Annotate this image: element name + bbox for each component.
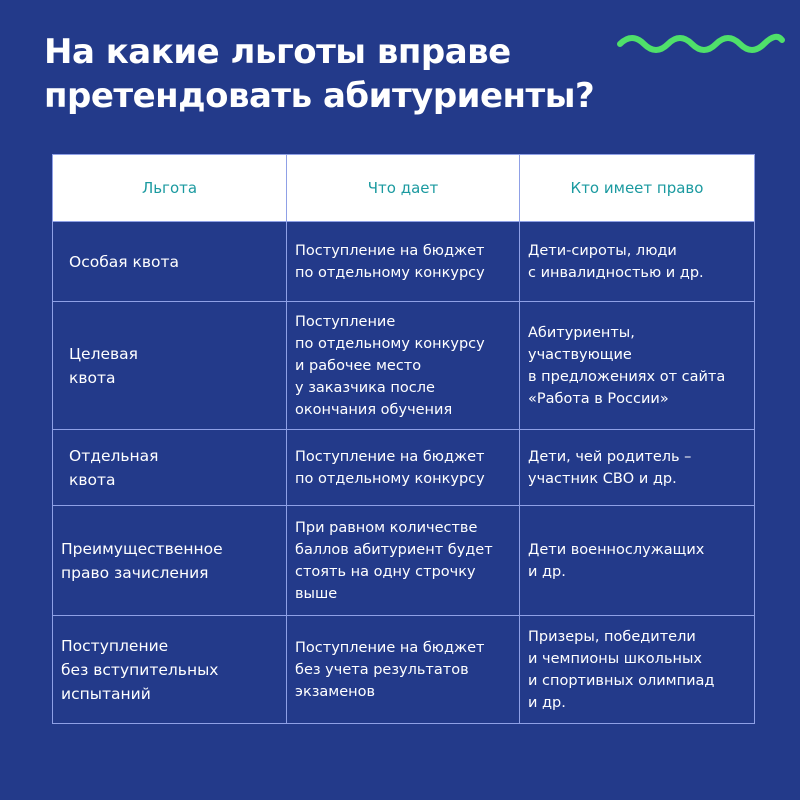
cell-line: выше xyxy=(295,585,338,602)
cell-benefit xyxy=(53,616,287,724)
cell-line: Особая квота xyxy=(69,252,180,271)
cell-line: по отдельному конкурсу xyxy=(295,264,485,281)
cell-line: по отдельному конкурсу xyxy=(295,335,485,352)
cell-line: и чемпионы школьных xyxy=(528,650,702,667)
table-row xyxy=(53,506,755,616)
title-line-1: На какие льготы вправе xyxy=(44,32,511,72)
cell-line: по отдельному конкурсу xyxy=(295,470,485,487)
cell-gives xyxy=(287,616,520,724)
table-row xyxy=(53,430,755,506)
wave-decoration-icon xyxy=(616,30,786,60)
page-title xyxy=(44,30,644,118)
cell-line: участвующие xyxy=(528,346,632,363)
table-row xyxy=(53,222,755,302)
cell-line: и др. xyxy=(528,694,566,711)
cell-line: Целевая xyxy=(69,344,138,363)
cell-gives xyxy=(287,506,520,616)
cell-line: Абитуриенты, xyxy=(528,324,635,341)
cell-who xyxy=(520,430,755,506)
cell-benefit xyxy=(53,506,287,616)
cell-line: в предложениях от сайта xyxy=(528,368,726,385)
cell-line: Дети, чей родитель – xyxy=(528,448,692,465)
cell-line: Преимущественное xyxy=(61,539,223,558)
cell-line: у заказчика после xyxy=(295,379,435,396)
cell-line: квота xyxy=(69,368,116,387)
cell-benefit xyxy=(53,430,287,506)
cell-line: и рабочее место xyxy=(295,357,422,374)
cell-line: и др. xyxy=(528,563,566,580)
cell-benefit xyxy=(53,302,287,430)
cell-line: испытаний xyxy=(61,684,151,703)
cell-line: Поступление xyxy=(295,313,396,330)
cell-line: окончания обучения xyxy=(295,401,453,418)
cell-line: Призеры, победители xyxy=(528,628,696,645)
cell-line: Дети-сироты, люди xyxy=(528,242,677,259)
cell-gives xyxy=(287,222,520,302)
cell-line: Дети военнослужащих xyxy=(528,541,705,558)
header-who: Кто имеет право xyxy=(520,155,755,222)
cell-line: квота xyxy=(69,470,116,489)
header-gives: Что дает xyxy=(287,155,520,222)
cell-gives xyxy=(287,302,520,430)
cell-line: стоять на одну строчку xyxy=(295,563,476,580)
cell-benefit xyxy=(53,222,287,302)
cell-line: без вступительных xyxy=(61,660,219,679)
cell-who xyxy=(520,616,755,724)
cell-line: Отдельная xyxy=(69,446,159,465)
cell-line: и спортивных олимпиад xyxy=(528,672,715,689)
table-header-row xyxy=(53,155,755,222)
cell-who xyxy=(520,222,755,302)
table-row xyxy=(53,616,755,724)
cell-line: право зачисления xyxy=(61,563,209,582)
cell-line: Поступление на бюджет xyxy=(295,242,485,259)
cell-who xyxy=(520,302,755,430)
table-row xyxy=(53,302,755,430)
cell-line: баллов абитуриент будет xyxy=(295,541,493,558)
benefits-table xyxy=(52,154,755,724)
cell-line: При равном количестве xyxy=(295,519,478,536)
cell-who xyxy=(520,506,755,616)
cell-line: участник СВО и др. xyxy=(528,470,677,487)
cell-line: без учета результатов xyxy=(295,661,469,678)
title-line-2: претендовать абитуриенты? xyxy=(44,76,595,116)
cell-line: Поступление на бюджет xyxy=(295,639,485,656)
cell-line: «Работа в России» xyxy=(528,390,669,407)
cell-line: с инвалидностью и др. xyxy=(528,264,704,281)
cell-line: Поступление xyxy=(61,636,169,655)
cell-line: экзаменов xyxy=(295,683,376,700)
cell-line: Поступление на бюджет xyxy=(295,448,485,465)
cell-gives xyxy=(287,430,520,506)
header-benefit: Льгота xyxy=(53,155,287,222)
